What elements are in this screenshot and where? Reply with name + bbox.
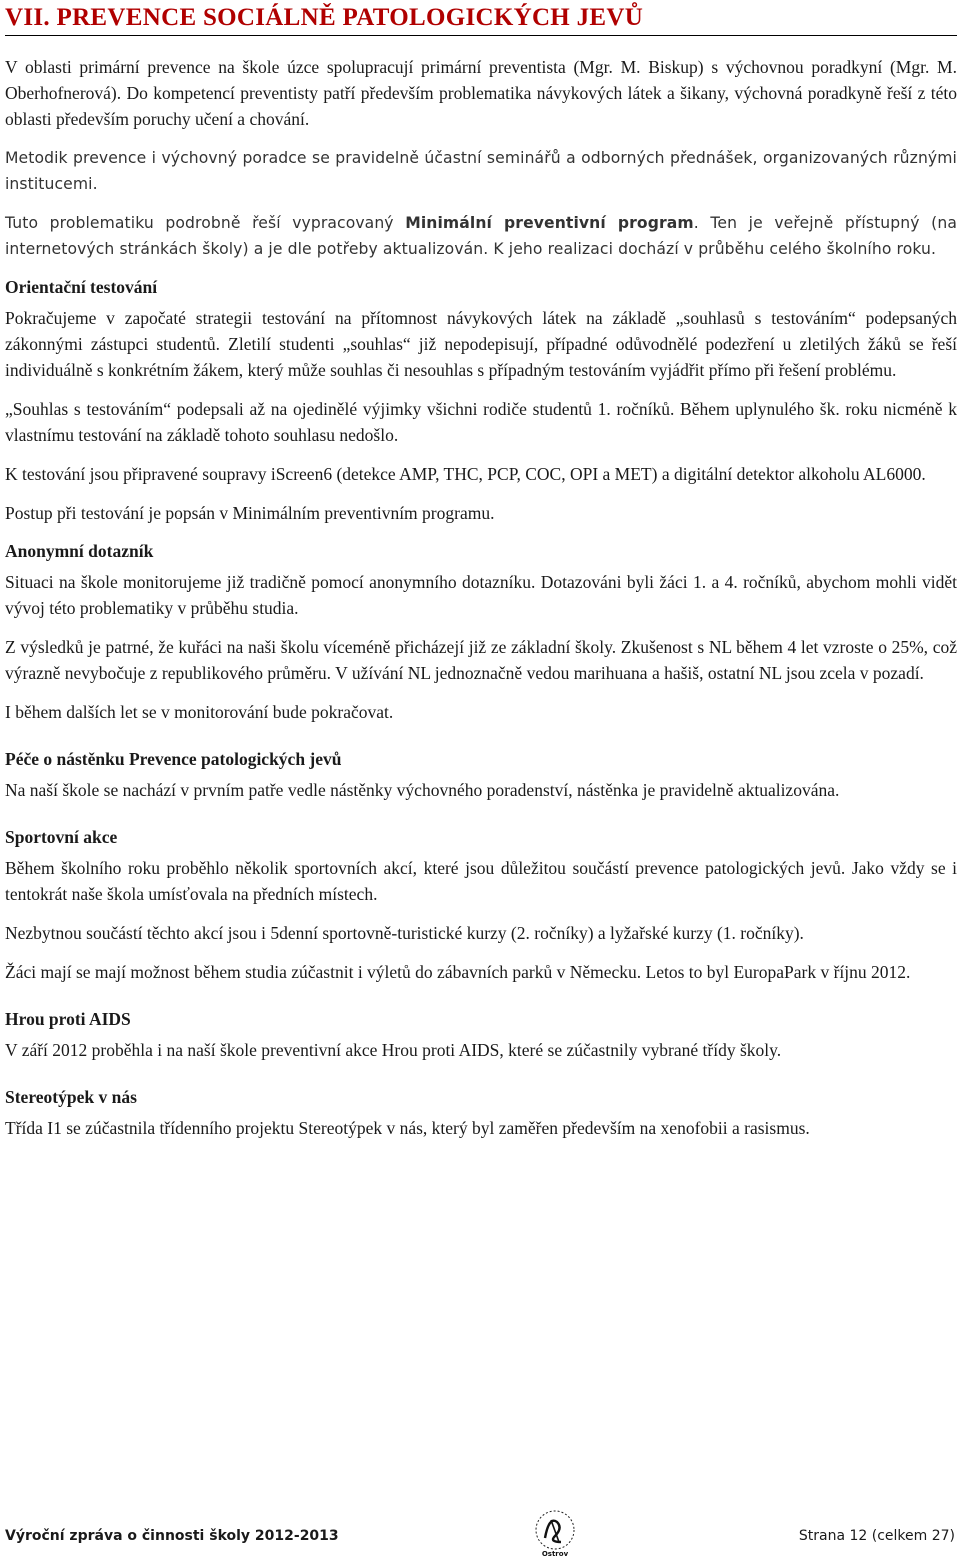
- sports-paragraph: Nezbytnou součástí těchto akcí jsou i 5denní sportovně-turistické kurzy (2. ročníky) a lyžařské kurzy (1. ročníky).: [5, 923, 804, 943]
- text-span: Tuto problematiku podrobně řeší vypracovaný: [5, 214, 406, 232]
- testing-paragraph: Postup při testování je popsán v Minimálním preventivním programu.: [5, 503, 495, 523]
- program-name: Minimální preventivní program: [405, 214, 694, 232]
- page-content: [5, 0, 957, 1154]
- section-heading-testing: Orientační testování: [5, 277, 158, 297]
- text-span: . Ten je veřejně přístupný (na internetových stránkách školy) a je dle potřeby aktualizován. K jeho realizaci dochází v průběhu celého školního roku.: [5, 214, 957, 258]
- sports-paragraph: Během školního roku proběhlo několik sportovních akcí, které jsou důležitou součástí prevence patologických jevů. Jako vždy se i tentokrát naše škola umísťovala na předních místech.: [5, 858, 957, 904]
- page-title: VII. PREVENCE SOCIÁLNĚ PATOLOGICKÝCH JEVŮ: [5, 4, 644, 31]
- survey-paragraph: I během dalších let se v monitorování bude pokračovat.: [5, 702, 394, 722]
- section-heading-survey: Anonymní dotazník: [5, 541, 154, 561]
- aids-paragraph: V září 2012 proběhla i na naší škole preventivní akce Hrou proti AIDS, které se zúčastnily vybrané třídy školy.: [5, 1040, 782, 1060]
- section-heading-stereotypek: Stereotýpek v nás: [5, 1087, 137, 1107]
- logo-caption: Ostrov: [541, 1550, 569, 1558]
- intro-paragraph: V oblasti primární prevence na škole úzce spolupracují primární preventista (Mgr. M. Biskup) s výchovnou poradkyní (Mgr. M. Oberhofnerová). Do kompetencí preventisty patří především problematika návykových látek a šikany, výchovná poradkyně řeší z této oblasti především poruchy učení a chování.: [5, 57, 957, 129]
- testing-paragraph: K testování jsou připravené soupravy iScreen6 (detekce AMP, THC, PCP, COC, OPI a MET) a digitální detektor alkoholu AL6000.: [5, 464, 926, 484]
- survey-paragraph: Z výsledků je patrné, že kuřáci na naši školu víceméně přicházejí již ze základní školy. Zkušenost s NL během 4 let vzroste o 25%, což výrazně nevybočuje z republikového průměru. V užívání NL jednoznačně vedou marihuana a hašiš, ostatní NL jsou zcela v pozadí.: [5, 637, 957, 683]
- section-heading-board: Péče o nástěnku Prevence patologických jevů: [5, 749, 342, 769]
- page-footer: [5, 1508, 955, 1558]
- testing-paragraph: Pokračujeme v započaté strategii testování na přítomnost návykových látek na základě „souhlasů s testováním“ podepsaných zákonnými zástupci studentů. Zletilí studenti „souhlas“ již nepodepisují, případné odůvodnělé podezření u zletilých žáků se řeší individuálně s konkrétním žákem, který může souhlas či nesouhlas s případným testováním vyjádřit přímo při řešení problému.: [5, 308, 957, 380]
- footer-page-number: Strana 12 (celkem 27): [798, 1528, 955, 1544]
- board-paragraph: Na naší škole se nachází v prvním patře vedle nástěnky výchovného poradenství, nástěnka je pravidelně aktualizována.: [5, 780, 840, 800]
- sports-paragraph: Žáci mají se mají možnost během studia zúčastnit i výletů do zábavních parků v Německu. Letos to byl EuropaPark v říjnu 2012.: [5, 962, 911, 982]
- section-heading-sports: Sportovní akce: [5, 827, 118, 847]
- section-heading-aids: Hrou proti AIDS: [5, 1009, 131, 1029]
- stereotypek-paragraph: Třída I1 se zúčastnila třídenního projektu Stereotýpek v nás, který byl zaměřen především na xenofobii a rasismus.: [5, 1118, 810, 1138]
- intro-paragraph: Metodik prevence i výchovný poradce se pravidelně účastní seminářů a odborných přednášek, organizovaných různými institucemi.: [5, 149, 957, 193]
- survey-paragraph: Situaci na škole monitorujeme již tradičně pomocí anonymního dotazníku. Dotazováni byli žáci 1. a 4. ročníků, abychom mohli vidět vývoj této problematiky v průběhu studia.: [5, 572, 957, 618]
- footer-report-title: Výroční zpráva o činnosti školy 2012-2013: [5, 1528, 339, 1544]
- school-logo-icon: [527, 1508, 583, 1558]
- testing-paragraph: „Souhlas s testováním“ podepsali až na ojedinělé výjimky všichni rodiče studentů 1. ročníků. Během uplynulého šk. roku nicméně k vlastnímu testování na základě tohoto souhlasu nedošlo.: [5, 399, 957, 445]
- title-bar: [5, 0, 957, 36]
- intro-paragraph: [5, 210, 957, 262]
